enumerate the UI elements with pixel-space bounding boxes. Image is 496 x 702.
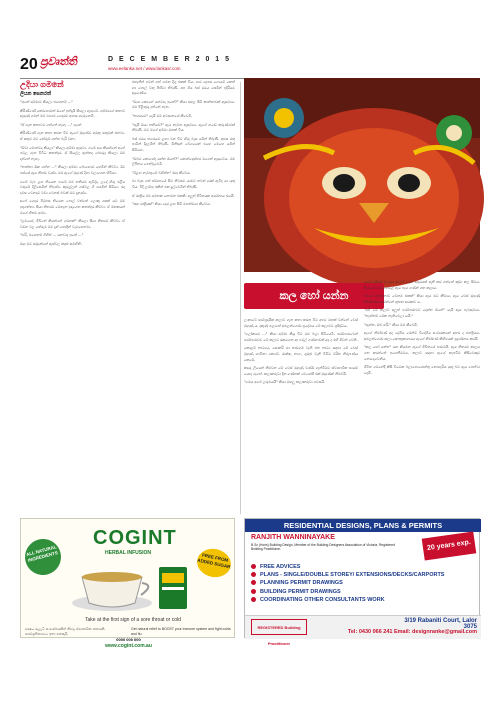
ad-title: RESIDENTIAL DESIGNS, PLANS & PERMITS: [245, 519, 481, 532]
paragraph: "මෙය අපේ උරුමයයි" කියා මහලු කලාකරුවා පවසයි.: [244, 380, 326, 385]
sugar-free-badge: FREE FROM ADDED SUGAR: [194, 546, 233, 580]
paragraph: මා බැස ගත් ස්ථානයේ සිට නිවසට යාමට තවත් දුරක් ඇවිද යා යුතු විය. වීදි ලාම්පු එකින් එක දැල්වෙමින් තිබුණි.: [132, 179, 235, 189]
natural-ingredients-badge: ALL NATURAL INGREDIENTS: [21, 535, 65, 579]
residential-designs-advertisement[interactable]: [244, 518, 480, 646]
paragraph: "ඇත්ත. ඔබ හරි." කියා මම කීවෙමි.: [364, 322, 419, 327]
column-divider: [240, 82, 241, 514]
cogint-english-note: Get natural relief to BOOST your immune system and fight colds and flu.: [131, 627, 231, 636]
feature-photo: [244, 78, 480, 272]
service-item: BUILDING PERMIT DRAWINGS: [251, 588, 444, 596]
paragraph: "ළමයෝ, ජීවිතේ කියන්නේ ගමනක්" කියලා සීයා නිතරම කිව්වා. ඒ වචන වල තේරුම මට දැන් හොඳින් වැටහෙනවා.: [20, 219, 125, 229]
cogint-brand-sub: HERBAL INFUSION: [105, 550, 152, 556]
mask-illustration: [244, 78, 480, 272]
service-item: FREE ADVICES: [251, 563, 444, 571]
website-urls[interactable]: www.eelanka.net / www.lankasr.com: [108, 66, 181, 71]
page-number: 20: [20, 56, 38, 73]
bullet-icon: [251, 580, 256, 585]
paragraph: ගමේ දැරියක් වූ ඇය කලාව ගැන ආදරයක් ඇති කර ගත්තේ කුඩා කල සිටය. සීයාගේ වැඩපොළේ ඇය පැය ගණන් ගත කළාය.: [364, 280, 480, 290]
paragraph: අපේ ගෙදර පිටුපස තියෙන පොල් වත්තේ ලොකු ගසක් යට මම ඉඳගත්තා. සීයා නිතරම මෙතැන ඉඳගෙන කතන්දර කිව්වා. ඒ මතකයන් මගේ හිතට ආවා.: [20, 199, 125, 215]
designer-name: RANJITH WANNINAYAKE: [251, 534, 335, 541]
paragraph: "තාත්තා ඕක ගන්න ..." කියලා අම්මා බොහොම හෙමින් කිව්වා. ඊට පස්සේ ඇය නිහඬ වුණා. මම ඇගේ මුහුණ දිහා බලාගෙන හිටියා.: [20, 165, 125, 175]
experience-badge: 20 years exp.: [422, 531, 477, 560]
paragraph: "ඊළඟ නැවතුමේ බහින්න" ඔහු කීවේය.: [132, 170, 191, 175]
service-item: PLANS - SINGLE/DOUBLE STOREY/ EXTENSIONS/DECKS/CARPORTS: [251, 571, 444, 579]
cogint-sinhala-note: ඖෂධ පැළෑටි සංයෝගයකින් නිමවූ ස්වාභාවික පානයකි. සෙම්ප්‍රතිශ්‍යාවට ඉතා හොඳයි.: [25, 627, 106, 636]
feature-column-left: [244, 318, 358, 514]
ad-contact[interactable]: Tel: 0430 066 241 Email: designranke@gmail.com: [347, 629, 477, 635]
ad-address: 3/19 Rabaniti Court, Lalor 3075: [404, 618, 477, 630]
feature-column-right: [364, 280, 480, 514]
paragraph: "ඔබට කොහේද යන්න ඕනේ?" කොන්දොස්තර මගෙන් ඇසුවේය. මම ලිපිනය පෙන්වූවෙමි.: [132, 156, 235, 167]
bullet-icon: [251, 564, 256, 569]
paragraph: කිරිණ්ණේ ගැන කතා කරන විට ඇගේ මුහුණට අමුතු සතුටක් එනවා. ඒ සතුට මට තේරුම් ගන්න බැරි වුනා.: [20, 131, 125, 141]
paragraph: ඒ රාත්‍රිය මට අමතක නොවන එකකි. අලුත් ජීවිතයක ආරම්භය එයයි.: [132, 193, 235, 198]
cogint-tagline: Take at the first sign of a sore throat or cold: [85, 617, 181, 623]
paragraph: "සුභ රාත්‍රියක්" කියා දොර ළඟ සිටි මහත්මයා කීවේය.: [132, 202, 211, 207]
paragraph: "ඒ ගැන කතාවට ගන්නේ නැහැ ..." පුතේ: [20, 122, 82, 127]
bullet-icon: [251, 597, 256, 602]
paragraph: "ඕවා මොනවද කියලා" කියලා අම්මා ඇහුවා. ගමේ අය කියන්නේ අපේ පවුල ගැන විවිධ කතන්දර. ඒ සියල්ල ඇත්තද බොරුද කියලා මම දන්නේ නැහැ.: [20, 145, 125, 161]
paragraph: ඇගේ නිර්මාණ අද දේශීය මෙන්ම විදේශීය සංචාරකයන් අතර ද ජනප්‍රියය. අඹලන්ගොඩ කලා කෞතුකාගාරය ඇගේ නිර්මාණ කිහිපයක් ප්‍රදර්ශනය කරයි.: [364, 331, 480, 341]
paragraph: ඔහු මට සමුදුන්නේ ඇස්වල කඳුළු සමඟිනි.: [20, 241, 82, 246]
bullet-icon: [251, 572, 256, 577]
paragraph: එතැනින් පටන් ගත් ගමන දිගු එකක් විය. පාර දෙපස ගොයම් කෙත් හා පොල් වතු පිහිටා තිබුණි. අප ගිය බස් රථය සෙමින් ඉදිරියට ඇදුණේය.: [132, 80, 235, 96]
page-header: [20, 56, 480, 76]
paragraph: "ඔයා කොහේ යනවාද පුතේ?" කියා අසල සිටි කාන්තාවක් ඇසුවාය. මම පිළිතුරු දුන්නේ නැත.: [132, 99, 235, 110]
paragraph: "ලෝකයට ..." කියා අම්මා කියූ විට මම බලා සිටියෙමි. පරම්පරාවෙන් පරම්පරාවට මේ කලාව රැකගෙන ආ පවුල් ගණනාවක් අද ද එහි ජීවත් වෙති.: [244, 332, 358, 342]
feature-body-left: [244, 318, 358, 386]
publication-logo: ප්‍රවෘත්ති: [40, 56, 77, 68]
paragraph: "ඇයි ඔයා තනියම?" ඇය නැවත ඇසුවාය. ඇගේ හඬේ කරුණාවක් තිබුණි. මට මගේ අම්මා මතක් විය.: [132, 122, 235, 133]
article-mid-column: [132, 80, 235, 515]
article-title: උදියා ගමනේ: [20, 80, 64, 89]
issue-date: D E C E M B E R 2 0 1 5: [108, 56, 232, 63]
registered-badge: REGISTERED Building Practitioner: [251, 619, 307, 635]
paragraph: කිරිණ්ණේ කෝහොමත් ඔහේ ඉන්දැයි කියලා ඇහුවේ. අම්මාගේ කතාව ඇසුණු ගමන් මම වහාම ගෙදරට ආපසු හැරුනෙමි.: [20, 108, 125, 119]
cogint-advertisement[interactable]: [20, 518, 235, 649]
service-item: PLANNING PERMIT DRAWINGS: [251, 579, 444, 587]
designer-qualifications: B.Sc (Hons) Building Design, Member of the Building Designers Association of Victoria. Registered Building Practitioner.: [251, 543, 395, 552]
paragraph: "අපි මේ කලාව අලුත් පරම්පරාවට දෙන්න ඕනේ" යැයි ඇය පැවසුවාය. "නැත්නම් මේක නැතිවෙලා යයි.": [364, 308, 480, 318]
paragraph: කොළම් නාට්‍යය, සොකරි හා නාඩගම් වැනි ජන නාට්‍ය සඳහා මේ වෙස් මුහුණු භාවිතා කෙරේ. රාක්ෂ, නාග, ගුරුළු වැනි විවිධ චරිත නිරූපණය කෙරේ.: [244, 346, 358, 362]
paragraph: ගමේ වැව ළඟ තියෙන පාරේ මම තනියම ඇවිද්දා. උදේ හිරු එළිය වතුරේ දිලිසෙමින් තිබුණා. කුරුල්ලන් ගස්වල ගී ගයමින් සිටියා. එදා දවස වෙනදාට වඩා වෙනස් බවක් මට දැනුණා.: [20, 179, 125, 195]
cogint-website[interactable]: www.cogint.com.au: [105, 643, 152, 649]
feature-body-right: [364, 280, 480, 376]
paragraph: ජීවිත ගමනේදී කිසි විටෙක බලාපොරොත්තු නොහැරිය යුතු බව ඇය පෙන්වා දෙයි.: [364, 365, 480, 375]
bullet-icon: [251, 589, 256, 594]
ad-footer: [245, 615, 481, 646]
services-list: [251, 563, 444, 604]
paragraph: "මගේ කල්පනාව වෙනම එකක්" කියා ඇය මට කීවාය. ඇය වෙස් මුහුණු නිර්මාණය කරන්නේ නූතන ආරකට ය.: [364, 294, 480, 304]
paragraph: "නගරයට" යැයි මම අවසානයේ කීවෙමි.: [132, 113, 193, 118]
article-author: ලියන සෙනරත්: [20, 91, 51, 97]
cogint-brand: COGINT: [93, 527, 177, 549]
paragraph: කදුරු ලීයෙන් නිමවන මේ වෙස් මුහුණු වර්ණ ගැන්වීමට ස්වාභාවික සායම් යොදා ගැනේ. කලාකරුවා දින ගණනක් වෙහෙසී එක් මුහුණක් නිමවයි.: [244, 366, 358, 376]
feature-headline: කල හෝ යන්න: [244, 283, 384, 309]
article-mid-body: [132, 80, 235, 208]
product-teacup-icon: [67, 563, 197, 615]
article-left-column: [20, 80, 125, 515]
paragraph: "හරි, එහෙනම් ගිහින් ... යනවාද පුතේ ...": [20, 233, 84, 238]
paragraph: ලංකාවේ සාම්ප්‍රදායික කලාව ගැන කතා කරන විට අපට මතක් වන්නේ වෙස් මුහුණු ය. දකුණු පළාතේ අඹලන්ගොඩ ප්‍රදේශය මේ කලාවට ප්‍රසිද්ධය.: [244, 318, 358, 328]
article-left-body: [20, 100, 125, 247]
paragraph: "කල හෝ යන්න" යන කියමන ඇගේ ජීවිතයේ පාඩමයි. ඇය නිතරම කාලය ගත කරන්නේ ඉගෙනීමටය. කලාව සඳහා ඇගේ කැපවීම කිසිවෙකුට නොදෙවෙනිය.: [364, 345, 480, 361]
service-item: COORDINATING OTHER CONSULTANTS WORK: [251, 596, 444, 604]
paragraph: බස් රථය නගරයට ළඟා වන විට හිරු බැස යමින් තිබුණි. අහස රතු පාටින් දිදුලමින් තිබුණි. මිනිසුන් වේගයෙන් එහෙ මෙහෙ යමින් සිටියහ.: [132, 136, 235, 152]
cogint-phone: 0000 000 000: [116, 637, 141, 642]
paragraph: "පුතේ අම්මාට කියලා එහෙනම් ...": [20, 100, 73, 104]
